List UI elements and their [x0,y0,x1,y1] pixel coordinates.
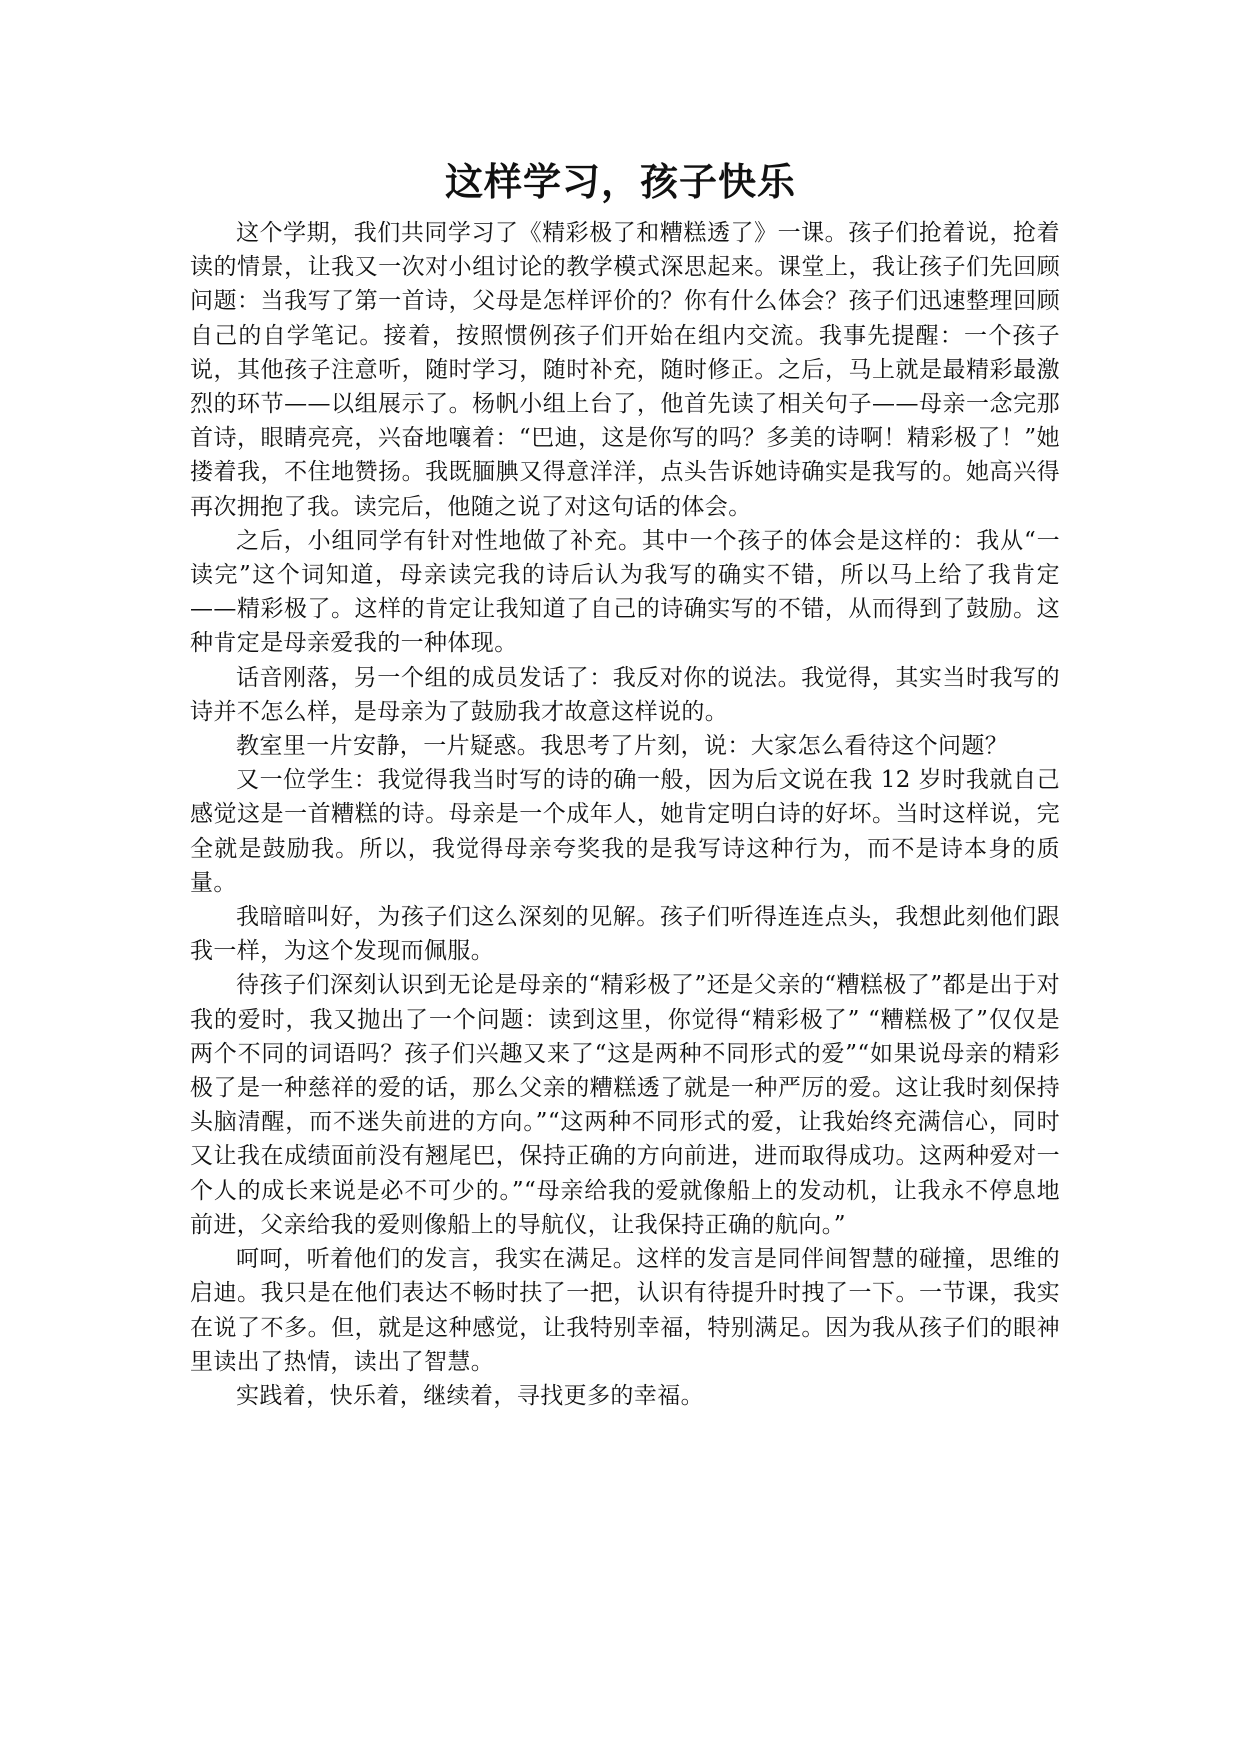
paragraph: 我暗暗叫好，为孩子们这么深刻的见解。孩子们听得连连点头，我想此刻他们跟我一样，为这个发现而佩服。 [190,904,1060,965]
paragraph: 之后，小组同学有针对性地做了补充。其中一个孩子的体会是这样的：我从“一读完”这个词知道，母亲读完我的诗后认为我写的确实不错，所以马上给了我肯定——精彩极了。这样的肯定让我知道了自己的诗确实写的不错，从而得到了鼓励。这种肯定是母亲爱我的一种体现。 [190,527,1060,657]
paragraph: 实践着，快乐着，继续着，寻找更多的幸福。 [236,1382,704,1409]
paragraph: 待孩子们深刻认识到无论是母亲的“精彩极了”还是父亲的“糟糕极了”都是出于对我的爱时，我又抛出了一个问题：读到这里，你觉得“精彩极了” “糟糕极了”仅仅是两个不同的词语吗？孩子们兴趣又来了“这是两种不同形式的爱”“如果说母亲的精彩极了是一种慈祥的爱的话，那么父亲的糟糕透了就是一种严厉的爱。这让我时刻保持头脑清醒，而不迷失前进的方向。”“这两种不同形式的爱，让我始终充满信心，同时又让我在成绩面前没有翘尾巴，保持正确的方向前进，进而取得成功。这两种爱对一个人的成长来说是必不可少的。”“母亲给我的爱就像船上的发动机，让我永不停息地前进，父亲给我的爱则像船上的导航仪，让我保持正确的航向。” [190,972,1060,1238]
paragraph: 教室里一片安静，一片疑惑。我思考了片刻，说：大家怎么看待这个问题？ [236,733,1009,760]
document-title: 这样学习，孩子快乐 [444,159,796,204]
paragraph: 这个学期，我们共同学习了《精彩极了和糟糕透了》一课。孩子们抢着说，抢着读的情景，让我又一次对小组讨论的教学模式深思起来。课堂上，我让孩子们先回顾问题：当我写了第一首诗，父母是怎样评价的？你有什么体会？孩子们迅速整理回顾自己的自学笔记。接着，按照惯例孩子们开始在组内交流。我事先提醒：一个孩子说，其他孩子注意听，随时学习，随时补充，随时修正。之后，马上就是最精彩最激烈的环节——以组展示了。杨帆小组上台了，他首先读了相关句子——母亲一念完那首诗，眼睛亮亮，兴奋地嚷着：“巴迪，这是你写的吗？多美的诗啊！精彩极了！”她搂着我，不住地赞扬。我既腼腆又得意洋洋，点头告诉她诗确实是我写的。她高兴得再次拥抱了我。读完后，他随之说了对这句话的体会。 [190,220,1060,520]
paragraph: 又一位学生：我觉得我当时写的诗的确一般，因为后文说在我 12 岁时我就自己感觉这是一首糟糕的诗。母亲是一个成年人，她肯定明白诗的好坏。当时这样说，完全就是鼓励我。所以，我觉得母亲夸奖我的是我写诗这种行为，而不是诗本身的质量。 [190,767,1060,896]
paragraph: 话音刚落，另一个组的成员发话了：我反对你的说法。我觉得，其实当时我写的诗并不怎么样，是母亲为了鼓励我才故意这样说的。 [190,664,1060,725]
document-body [190,216,1060,1413]
paragraph: 呵呵，听着他们的发言，我实在满足。这样的发言是同伴间智慧的碰撞，思维的启迪。我只是在他们表达不畅时扶了一把，认识有待提升时拽了一下。一节课，我实在说了不多。但，就是这种感觉，让我特别幸福，特别满足。因为我从孩子们的眼神里读出了热情，读出了智慧。 [190,1246,1060,1375]
